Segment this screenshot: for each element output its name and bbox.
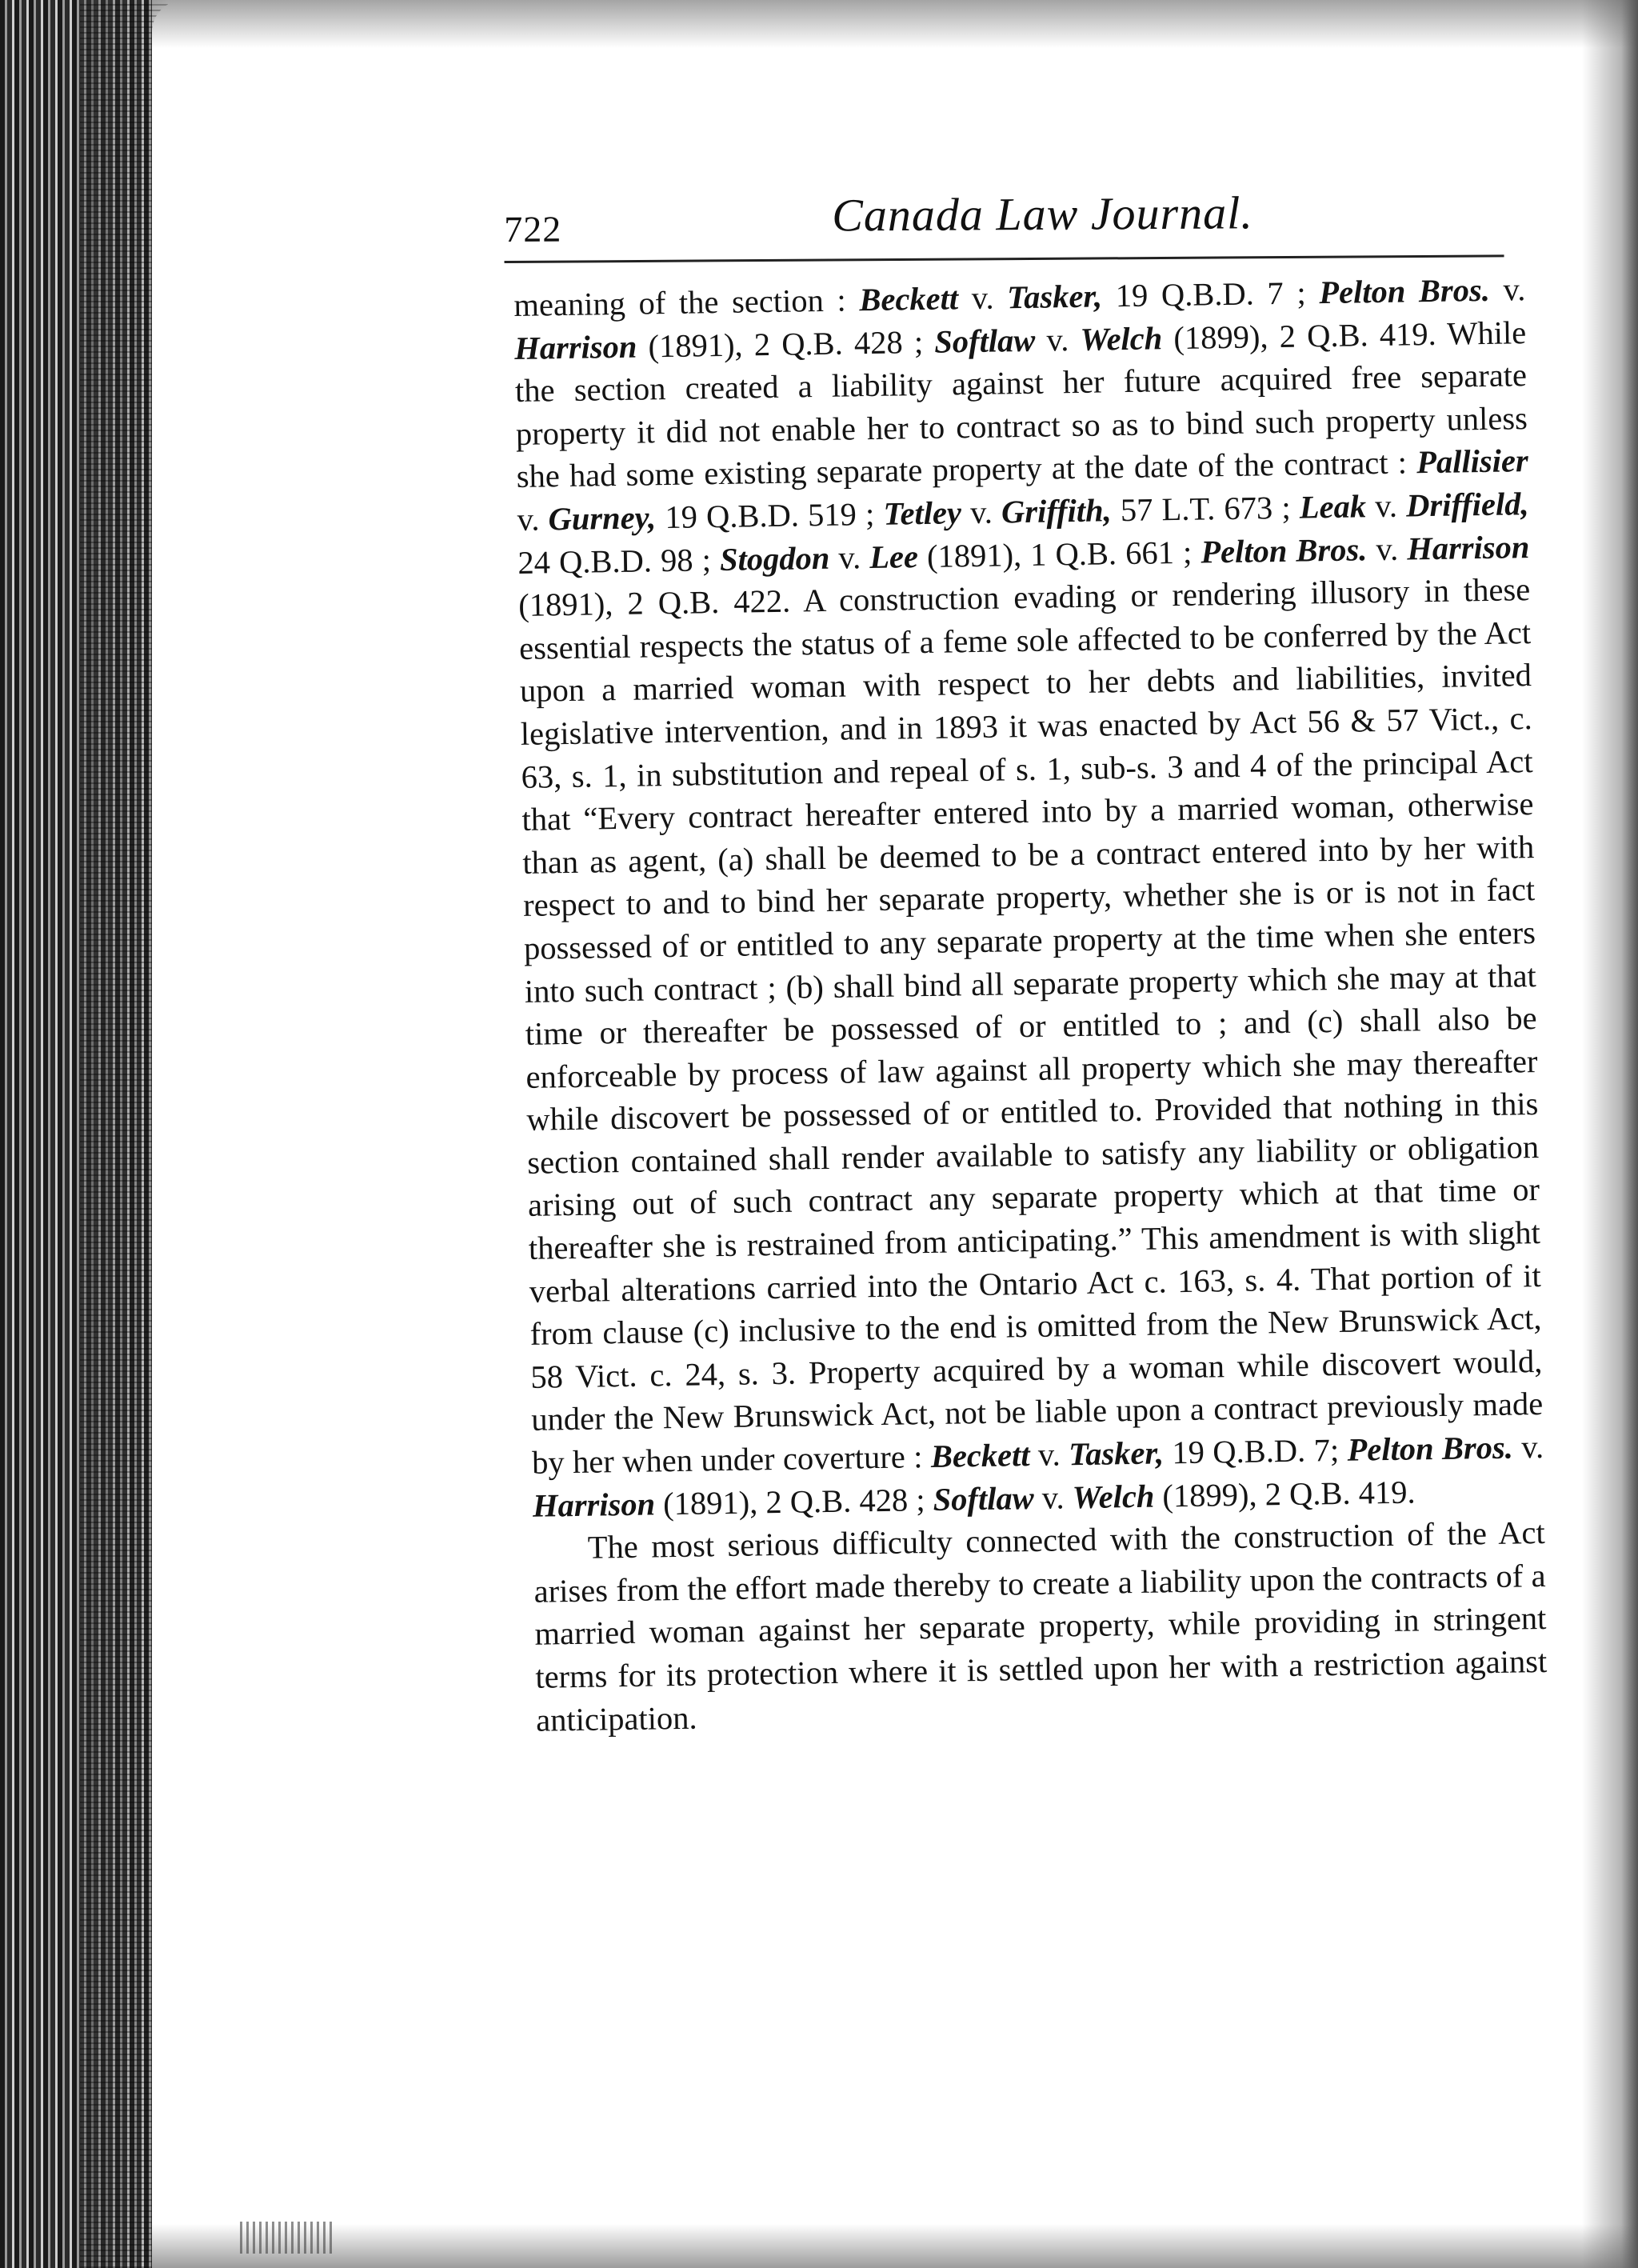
case-name: Griffith,: [1001, 492, 1113, 530]
case-name: Harrison: [513, 328, 637, 366]
text-run: v.: [1489, 271, 1526, 308]
case-name: Gurney,: [548, 499, 657, 538]
page-bottom-shadow: [152, 2224, 1638, 2268]
case-name: Leak: [1299, 488, 1367, 526]
scan-noise: [240, 2222, 336, 2254]
case-name: Softlaw: [933, 1479, 1034, 1518]
case-name: Stogdon: [719, 539, 830, 578]
case-name: Beckett: [859, 280, 959, 318]
text-run: v.: [1034, 321, 1081, 358]
case-name: Welch: [1072, 1478, 1155, 1515]
case-name: Tetley: [883, 494, 962, 532]
text-run: (1899), 2 Q.B. 419.: [1153, 1474, 1416, 1514]
text-run: The most serious difficulty connected with the construction of the Act arises from the effort made thereby to create a liability upon the contracts of a married woman against her separate property, while providing in stringent terms for its protection where it is settled upon her with a restriction against anticipation.: [533, 1514, 1548, 1738]
text-run: v.: [961, 494, 1002, 531]
journal-title: Canada Law Journal.: [831, 186, 1253, 242]
case-name: Pelton Bros.: [1347, 1429, 1514, 1468]
text-run: 19 Q.B.D. 7;: [1163, 1431, 1348, 1471]
text-run: v.: [517, 501, 549, 538]
text-run: (1891), 2 Q.B. 422. A construction evading or rendering illusory in these essential respects the status of a feme sole affected to be conferred by the Act upon a married woman with respect to her debts and liabilities, invited legislative intervention, and in 1893 it was enacted by Act 56 & 57 Vict., c. 63, s. 1, in substitution and repeal of s. 1, sub-s. 3 and 4 of the principal Act that “Every contract hereafter entered into by a married woman, otherwise than as agent, (a) shall be deemed to be a contract entered into by her with respect to and to bind her separate property, whether she is or is not in fact possessed of or entitled to any separate property at the time when she enters into such contract ; (b) shall bind all separate property which she may at that time or thereafter be possessed of or entitled to ; and (c) shall also be enforceable by process of law against all property which she may thereafter while discovert be possessed of or entitled to. Provided that nothing in this section contained shall render available to satisfy any liability or obligation arising out of such contract any separate property which at that time or thereafter she is restrained from anticipating.” This amendment is with slight verbal alterations carried into the Ontario Act c. 163, s. 4. That portion of it from clause (c) inclusive to the end is omitted from the New Brunswick Act, 58 Vict. c. 24, s. 3. Property acquired by a woman while discovert would, under the New Brunswick Act, not be liable upon a contract previously made by her when under coverture :: [517, 571, 1544, 1481]
page-number: 722: [504, 208, 562, 250]
case-name: Welch: [1080, 319, 1163, 358]
text-run: v.: [957, 279, 1008, 317]
text-run: v.: [1512, 1428, 1544, 1466]
case-name: Beckett: [930, 1437, 1030, 1475]
case-name: Lee: [869, 538, 919, 575]
case-name: Softlaw: [933, 322, 1036, 360]
case-name: Pelton Bros.: [1200, 530, 1368, 570]
case-name: Harrison: [1406, 528, 1530, 567]
case-name: Driffield,: [1405, 486, 1529, 524]
text-run: v.: [1029, 1436, 1069, 1474]
page-top-shadow: [152, 0, 1638, 48]
paragraph: [533, 1511, 1548, 1742]
text-run: v.: [1366, 530, 1408, 567]
case-name: Pelton Bros.: [1318, 271, 1491, 311]
text-run: (1891), 1 Q.B. 661 ;: [917, 534, 1201, 574]
text-run: 57 L.T. 673 ;: [1111, 489, 1300, 529]
case-name: Tasker,: [1068, 1434, 1165, 1473]
paragraph: [513, 268, 1544, 1527]
case-name: Tasker,: [1006, 278, 1103, 316]
running-head: [504, 184, 1520, 254]
page-edge-shadow: [1582, 0, 1638, 2268]
case-name: Pallisier: [1416, 442, 1528, 481]
body-text: [513, 268, 1548, 1742]
text-run: meaning of the section :: [513, 282, 860, 323]
text-run: v.: [1033, 1478, 1073, 1516]
text-run: (1891), 2 Q.B. 428 ;: [654, 1481, 933, 1522]
text-run: (1899), 2 Q.B. 419. While the section created a liability against her future acquired free separate property it did not enable her to contract so as to bind such property unless she had some existing separate property at the date of the contract :: [514, 314, 1528, 495]
text-run: 19 Q.B.D. 519 ;: [655, 495, 884, 536]
text-run: (1891), 2 Q.B. 428 ;: [636, 323, 935, 365]
text-run: v.: [829, 538, 870, 576]
text-run: 19 Q.B.D. 7 ;: [1101, 274, 1320, 314]
case-name: Harrison: [532, 1486, 656, 1524]
text-run: 24 Q.B.D. 98 ;: [517, 541, 721, 581]
text-run: v.: [1365, 487, 1407, 525]
